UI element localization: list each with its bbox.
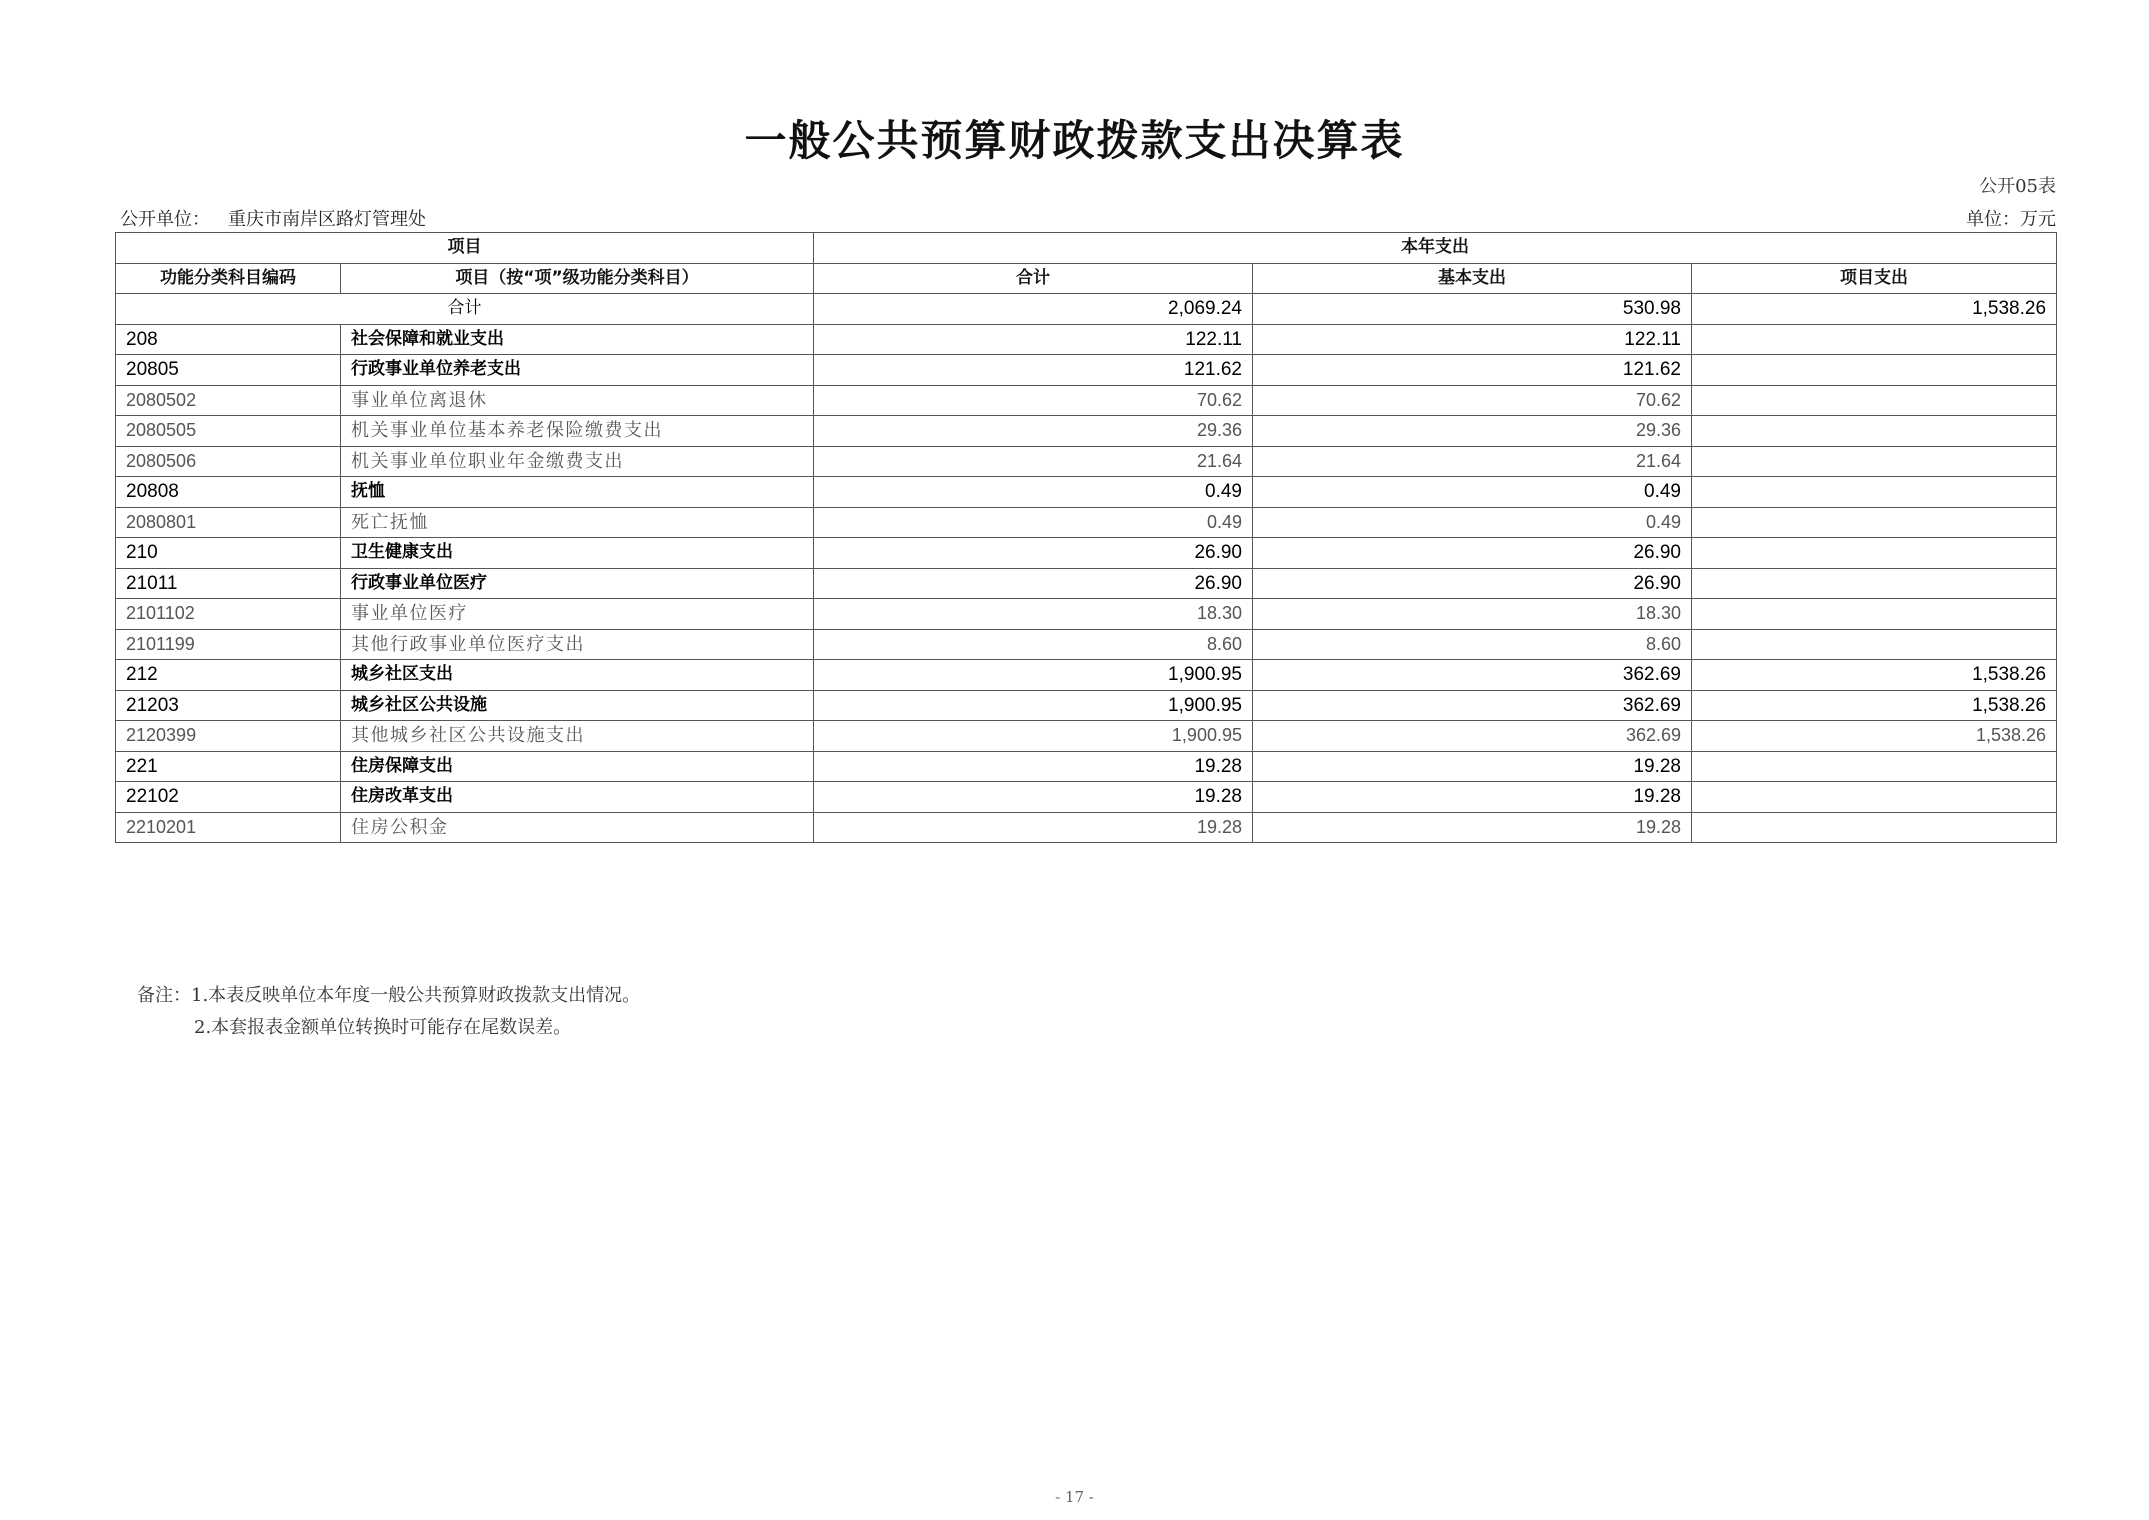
row-code: 2080505 (116, 416, 341, 447)
row-basic: 121.62 (1253, 355, 1692, 386)
header-name: 项目（按“项”级功能分类科目） (341, 263, 814, 294)
row-name: 事业单位医疗 (341, 599, 814, 630)
row-basic: 26.90 (1253, 568, 1692, 599)
total-row (116, 294, 2057, 325)
row-total: 0.49 (814, 477, 1253, 508)
row-total: 70.62 (814, 385, 1253, 416)
row-total: 121.62 (814, 355, 1253, 386)
table-row (116, 355, 2057, 386)
header-current-year: 本年支出 (814, 233, 2057, 264)
row-code: 22102 (116, 782, 341, 813)
notes (137, 980, 640, 1044)
row-code: 2101102 (116, 599, 341, 630)
row-code: 212 (116, 660, 341, 691)
row-total: 29.36 (814, 416, 1253, 447)
note-line-1: 备注：1.本表反映单位本年度一般公共预算财政拨款支出情况。 (137, 985, 641, 1006)
row-total: 18.30 (814, 599, 1253, 630)
row-program: 1,538.26 (1692, 721, 2057, 752)
row-program (1692, 385, 2057, 416)
row-total: 19.28 (814, 751, 1253, 782)
row-name: 机关事业单位职业年金缴费支出 (341, 446, 814, 477)
row-code: 221 (116, 751, 341, 782)
row-program (1692, 751, 2057, 782)
row-code: 21203 (116, 690, 341, 721)
row-code: 2210201 (116, 812, 341, 843)
note-line-2: 2.本套报表金额单位转换时可能存在尾数误差。 (194, 1017, 572, 1038)
row-code: 2080506 (116, 446, 341, 477)
row-code: 20805 (116, 355, 341, 386)
row-basic: 19.28 (1253, 782, 1692, 813)
row-total: 0.49 (814, 507, 1253, 538)
row-name: 其他城乡社区公共设施支出 (341, 721, 814, 752)
total-label: 合计 (116, 294, 814, 325)
row-total: 21.64 (814, 446, 1253, 477)
reporting-unit-label: 公开单位： (120, 209, 210, 230)
row-program (1692, 629, 2057, 660)
expenditure-table (115, 232, 2057, 843)
reporting-unit (120, 205, 426, 231)
row-name: 城乡社区支出 (341, 660, 814, 691)
row-total: 1,900.95 (814, 690, 1253, 721)
table-row (116, 782, 2057, 813)
row-name: 住房保障支出 (341, 751, 814, 782)
table-row (116, 477, 2057, 508)
table-row (116, 690, 2057, 721)
row-program (1692, 324, 2057, 355)
row-total: 1,900.95 (814, 721, 1253, 752)
header-code: 功能分类科目编码 (116, 263, 341, 294)
table-row (116, 416, 2057, 447)
row-program (1692, 477, 2057, 508)
row-name: 城乡社区公共设施 (341, 690, 814, 721)
row-program: 1,538.26 (1692, 690, 2057, 721)
total-program: 1,538.26 (1692, 294, 2057, 325)
row-code: 2120399 (116, 721, 341, 752)
row-basic: 0.49 (1253, 477, 1692, 508)
page-title: 一般公共预算财政拨款支出决算表 (744, 116, 1405, 165)
row-name: 抚恤 (341, 477, 814, 508)
table-row (116, 568, 2057, 599)
row-name: 其他行政事业单位医疗支出 (341, 629, 814, 660)
header-program: 项目支出 (1692, 263, 2057, 294)
row-total: 19.28 (814, 812, 1253, 843)
currency-unit: 单位：万元 (1966, 209, 2056, 230)
row-basic: 26.90 (1253, 538, 1692, 569)
table-row (116, 812, 2057, 843)
table-row (116, 599, 2057, 630)
table-code: 公开05表 (1979, 176, 2056, 197)
row-program (1692, 416, 2057, 447)
row-name: 住房公积金 (341, 812, 814, 843)
row-total: 1,900.95 (814, 660, 1253, 691)
row-code: 20808 (116, 477, 341, 508)
table-row (116, 446, 2057, 477)
row-name: 卫生健康支出 (341, 538, 814, 569)
table-row (116, 385, 2057, 416)
row-basic: 18.30 (1253, 599, 1692, 630)
table-row (116, 660, 2057, 691)
header-total: 合计 (814, 263, 1253, 294)
row-program (1692, 782, 2057, 813)
row-program (1692, 568, 2057, 599)
reporting-unit-name: 重庆市南岸区路灯管理处 (228, 209, 426, 230)
row-basic: 122.11 (1253, 324, 1692, 355)
header-basic: 基本支出 (1253, 263, 1692, 294)
row-total: 26.90 (814, 568, 1253, 599)
row-basic: 19.28 (1253, 812, 1692, 843)
total-basic: 530.98 (1253, 294, 1692, 325)
row-code: 21011 (116, 568, 341, 599)
row-program (1692, 507, 2057, 538)
row-name: 住房改革支出 (341, 782, 814, 813)
row-name: 死亡抚恤 (341, 507, 814, 538)
row-total: 26.90 (814, 538, 1253, 569)
total-total: 2,069.24 (814, 294, 1253, 325)
row-program (1692, 812, 2057, 843)
row-program (1692, 538, 2057, 569)
row-basic: 362.69 (1253, 660, 1692, 691)
row-program (1692, 355, 2057, 386)
table-row (116, 324, 2057, 355)
row-basic: 362.69 (1253, 690, 1692, 721)
row-program (1692, 446, 2057, 477)
row-basic: 29.36 (1253, 416, 1692, 447)
row-name: 社会保障和就业支出 (341, 324, 814, 355)
table-row (116, 751, 2057, 782)
row-program (1692, 599, 2057, 630)
row-code: 2101199 (116, 629, 341, 660)
page-number: - 17 - (1055, 1488, 1094, 1506)
row-basic: 21.64 (1253, 446, 1692, 477)
row-total: 8.60 (814, 629, 1253, 660)
row-code: 2080502 (116, 385, 341, 416)
row-code: 210 (116, 538, 341, 569)
table-row (116, 629, 2057, 660)
row-code: 2080801 (116, 507, 341, 538)
row-basic: 362.69 (1253, 721, 1692, 752)
row-total: 122.11 (814, 324, 1253, 355)
row-basic: 0.49 (1253, 507, 1692, 538)
header-project: 项目 (116, 233, 814, 264)
row-name: 机关事业单位基本养老保险缴费支出 (341, 416, 814, 447)
table-row (116, 538, 2057, 569)
table-row (116, 721, 2057, 752)
row-basic: 70.62 (1253, 385, 1692, 416)
row-name: 行政事业单位医疗 (341, 568, 814, 599)
row-basic: 19.28 (1253, 751, 1692, 782)
row-total: 19.28 (814, 782, 1253, 813)
table-row (116, 507, 2057, 538)
row-code: 208 (116, 324, 341, 355)
row-name: 行政事业单位养老支出 (341, 355, 814, 386)
row-program: 1,538.26 (1692, 660, 2057, 691)
row-name: 事业单位离退休 (341, 385, 814, 416)
row-basic: 8.60 (1253, 629, 1692, 660)
